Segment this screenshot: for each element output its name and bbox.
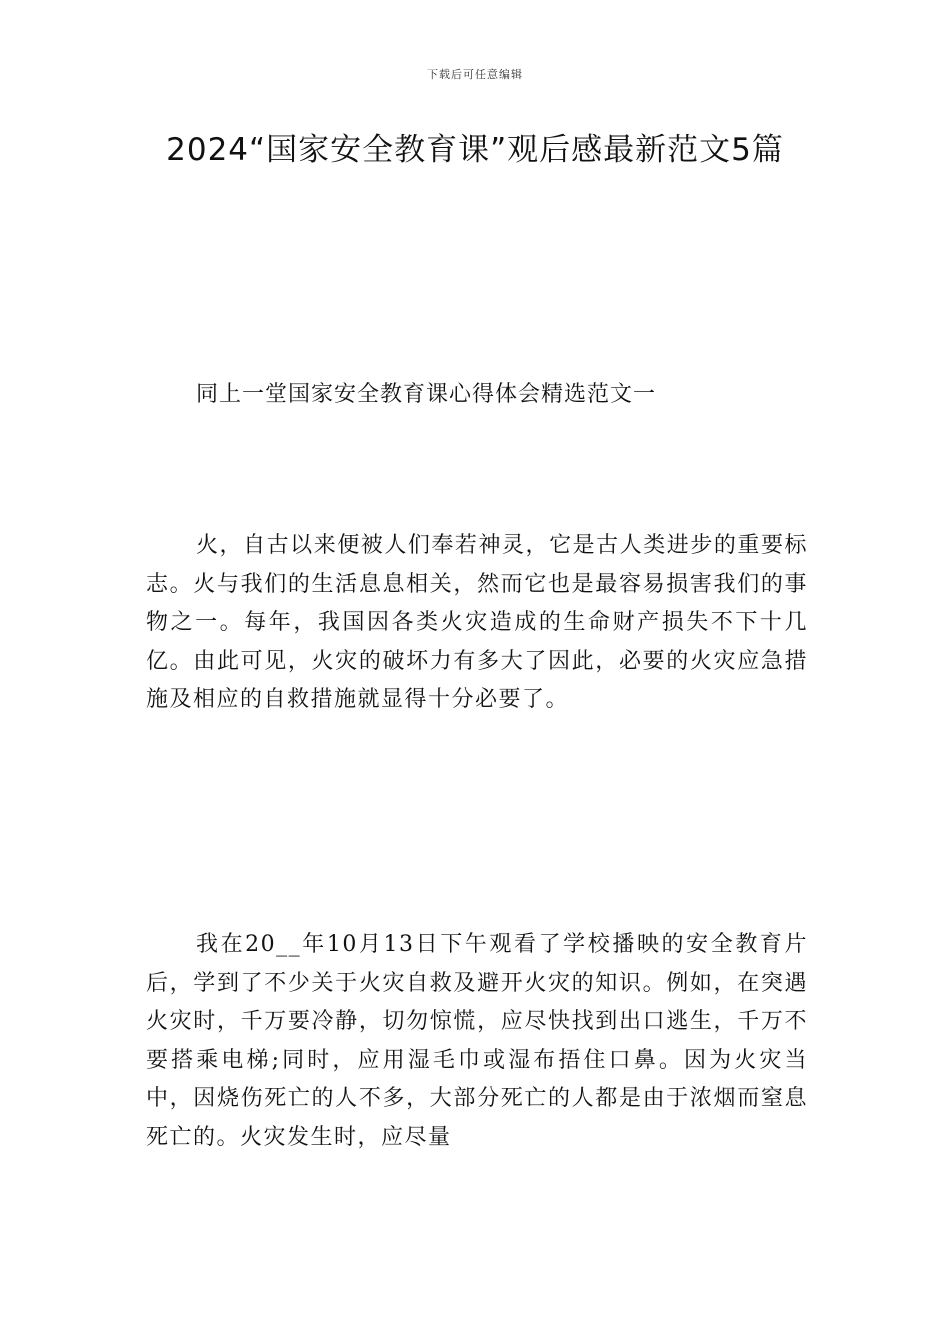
body-paragraph-1: 火，自古以来便被人们奉若神灵，它是古人类进步的重要标志。火与我们的生活息息相关，然而它也是最容易损害我们的事物之一。每年，我国因各类火灾造成的生命财产损失不下十几亿。由此可见，火灾的破坏力有多大了因此，必要的火灾应急措施及相应的自救措施就显得十分必要了。 — [146, 533, 808, 712]
section-heading: 同上一堂国家安全教育课心得体会精选范文一 — [196, 382, 657, 407]
body-paragraph-2: 我在20__年10月13日下午观看了学校播映的安全教育片后，学到了不少关于火灾自救及避开火灾的知识。例如，在突遇火灾时，千万要冷静，切勿惊慌，应尽快找到出口逃生，千万不要搭乘电梯;同时，应用湿毛巾或湿布捂住口鼻。因为火灾当中，因烧伤死亡的人不多，大部分死亡的人都是由于浓烟而窒息死亡的。火灾发生时，应尽量 — [146, 932, 808, 1150]
document-title: 2024“国家安全教育课”观后感最新范文5篇 — [166, 132, 784, 168]
header-note: 下载后可任意编辑 — [427, 68, 523, 81]
